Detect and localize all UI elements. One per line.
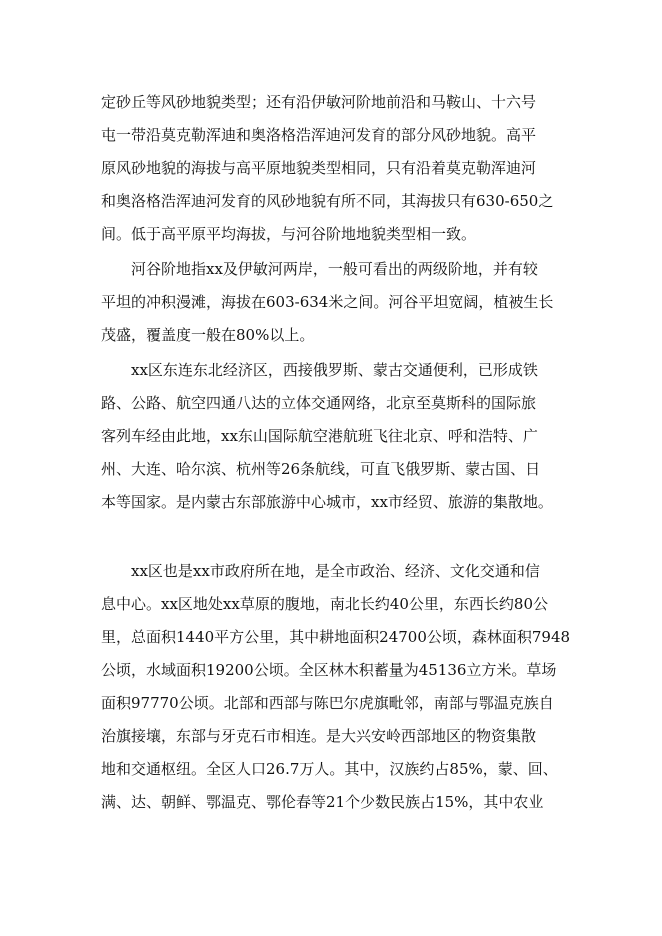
- text-line: 平坦的冲积漫滩，海拔在603-634米之间。河谷平坦宽阔，植被生长: [101, 293, 554, 311]
- text-line: 河谷阶地指xx及伊敏河两岸，一般可看出的两级阶地，并有较: [131, 260, 538, 278]
- text-line: 茂盛，覆盖度一般在80%以上。: [101, 326, 315, 344]
- text-line: 治旗接壤，东部与牙克石市相连。是大兴安岭西部地区的物资集散: [101, 727, 537, 745]
- text-line: 本等国家。是内蒙古东部旅游中心城市，xx市经贸、旅游的集散地。: [101, 493, 553, 511]
- text-line: 州、大连、哈尔滨、杭州等26条航线，可直飞俄罗斯、蒙古国、日: [101, 460, 541, 478]
- text-line: 路、公路、航空四通八达的立体交通网络，北京至莫斯科的国际旅: [101, 394, 537, 412]
- text-line: xx区东连东北经济区，西接俄罗斯、蒙古交通便利，已形成铁: [131, 361, 538, 379]
- text-line: 屯一带沿莫克勒浑迪和奥洛格浩浑迪河发育的部分风砂地貌。高平: [101, 126, 537, 144]
- text-line: 原风砂地貌的海拔与高平原地貌类型相同，只有沿着莫克勒浑迪河: [101, 159, 537, 177]
- text-line: 间。低于高平原平均海拔，与河谷阶地地貌类型相一致。: [101, 225, 477, 243]
- text-line: 和奥洛格浩浑迪河发育的风砂地貌有所不同，其海拔只有630-650之: [101, 192, 554, 210]
- text-line: 地和交通枢纽。全区人口26.7万人。其中，汉族约占85%，蒙、回、: [101, 760, 558, 778]
- text-line: 客列车经由此地，xx东山国际航空港航班飞往北京、呼和浩特、广: [101, 427, 538, 445]
- text-line: 面积97770公顷。北部和西部与陈巴尔虎旗毗邻，南部与鄂温克族自: [101, 694, 554, 712]
- text-line: xx区也是xx市政府所在地，是全市政治、经济、文化交通和信: [131, 562, 540, 580]
- text-line: 定砂丘等风砂地貌类型；还有沿伊敏河阶地前沿和马鞍山、十六号: [101, 93, 537, 111]
- text-line: 公顷，水域面积19200公顷。全区林木积蓄量为45136立方米。草场: [101, 661, 557, 679]
- text-line: 里，总面积1440平方公里，其中耕地面积24700公顷，森林面积7948: [101, 628, 571, 646]
- text-line: 息中心。xx区地处xx草原的腹地，南北长约40公里，东西长约80公: [101, 595, 549, 613]
- text-line: 满、达、朝鲜、鄂温克、鄂伦春等21个少数民族占15%，其中农业: [101, 793, 544, 811]
